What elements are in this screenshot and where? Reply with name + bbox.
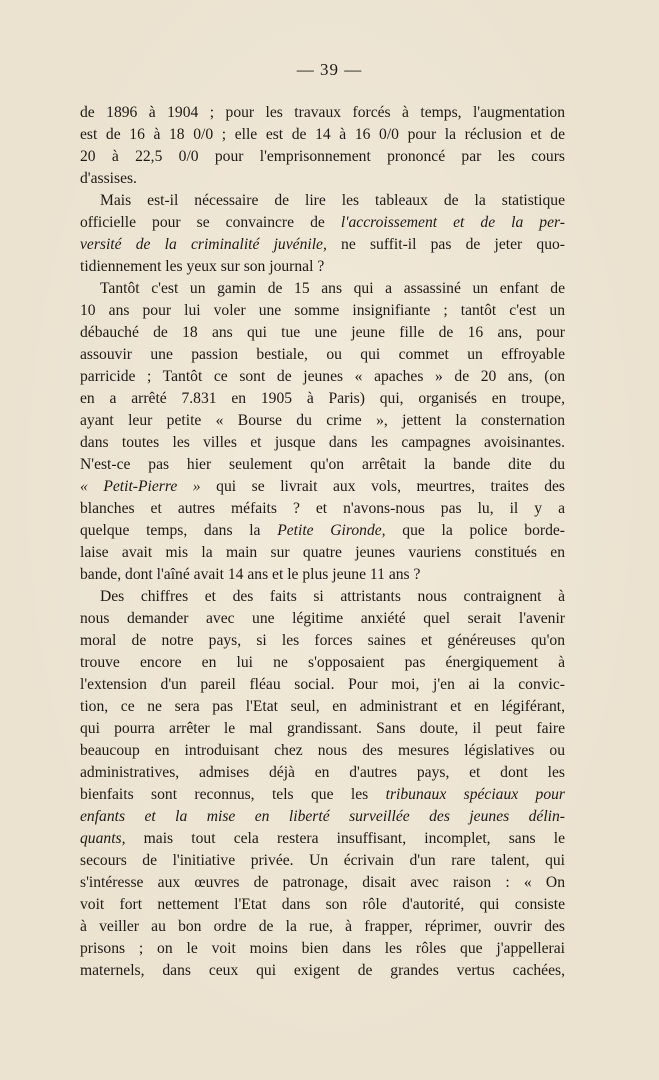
text-line [80, 740, 565, 762]
italic-text: enfants et la mise en liberté surveillée des jeunes délin- [80, 808, 565, 825]
text-segment: trouve encore en lui ne s'opposaient pas énergiquement à [80, 654, 565, 671]
text-line [80, 234, 565, 256]
text-line [80, 784, 565, 806]
text-segment: beaucoup en introduisant chez nous des mesures législatives ou [80, 742, 565, 759]
text-segment: nous demander avec une légitime anxiété quel serait l'avenir [80, 610, 565, 627]
text-segment: mais tout cela restera insuffisant, incomplet, sans le [125, 830, 565, 847]
text-segment: 20 à 22,5 0/0 pour l'emprisonnement prononcé par les cours [80, 148, 565, 165]
text-segment: débauché de 18 ans qui tue une jeune fille de 16 ans, pour [80, 324, 565, 341]
text-segment: qui pourra arrêter le mal grandissant. Sans doute, il peut faire [80, 720, 565, 737]
italic-text: quants, [80, 830, 126, 847]
text-segment: en a arrêté 7.831 en 1905 à Paris) qui, organisés en troupe, [80, 390, 565, 407]
text-line [80, 256, 565, 278]
text-line [80, 212, 565, 234]
text-line [80, 278, 565, 300]
text-segment: tion, ce ne sera pas l'Etat seul, en administrant et en légiférant, [80, 698, 565, 715]
text-segment: ne suffit-il pas de jeter quo- [326, 236, 565, 253]
text-segment: administratives, admises déjà en d'autres pays, et dont les [80, 764, 565, 781]
text-line [80, 498, 565, 520]
text-segment: voit fort nettement l'Etat dans son rôle d'autorité, qui consiste [80, 896, 565, 913]
text-segment: N'est-ce pas hier seulement qu'on arrêtait la bande dite du [80, 456, 565, 473]
text-segment: d'assises. [80, 170, 137, 187]
text-line [80, 718, 565, 740]
body-text [80, 102, 565, 982]
text-segment: Tantôt c'est un gamin de 15 ans qui a assassiné un enfant de [100, 280, 565, 297]
italic-text: l'accroissement et de la per- [340, 214, 565, 231]
text-segment: de 1896 à 1904 ; pour les travaux forcés à temps, l'augmentation [80, 104, 565, 121]
page-number: — 39 — [296, 60, 363, 79]
text-segment: qui se livrait aux vols, meurtres, traites des [200, 478, 565, 495]
text-segment: dans toutes les villes et jusque dans les campagnes avoisinantes. [80, 434, 565, 451]
text-line [80, 674, 565, 696]
text-segment: officielle pour se convaincre de [80, 214, 341, 231]
text-line [80, 344, 565, 366]
text-segment: Des chiffres et des faits si attristants nous contraignent à [100, 588, 565, 605]
text-line [80, 894, 565, 916]
text-line [80, 476, 565, 498]
text-line [80, 542, 565, 564]
text-line [80, 432, 565, 454]
text-line [80, 124, 565, 146]
text-segment: l'extension d'un pareil fléau social. Pour moi, j'en ai la convic- [80, 676, 565, 693]
text-line [80, 168, 565, 190]
text-line [80, 806, 565, 828]
text-line [80, 190, 565, 212]
text-segment: est de 16 à 18 0/0 ; elle est de 14 à 16 0/0 pour la réclusion et de [80, 126, 565, 143]
text-segment: tidiennement les yeux sur son journal ? [80, 258, 325, 275]
text-line [80, 300, 565, 322]
text-line [80, 454, 565, 476]
text-line [80, 630, 565, 652]
text-segment: s'intéresse aux œuvres de patronage, disait avec raison : « On [80, 874, 565, 891]
text-line [80, 322, 565, 344]
text-segment: que la police borde- [385, 522, 565, 539]
text-segment: ayant leur petite « Bourse du crime », jettent la consternation [80, 412, 565, 429]
text-segment: prisons ; on le voit moins bien dans les rôles que j'appellerai [80, 940, 565, 957]
text-segment: quelque temps, dans la [80, 522, 278, 539]
text-line [80, 586, 565, 608]
text-line [80, 102, 565, 124]
text-line [80, 366, 565, 388]
text-segment: Mais est-il nécessaire de lire les tableaux de la statistique [100, 192, 565, 209]
text-segment: moral de notre pays, si les forces saines et généreuses qu'on [80, 632, 565, 649]
text-line [80, 696, 565, 718]
text-line [80, 520, 565, 542]
text-segment: bienfaits sont reconnus, tels que les [80, 786, 386, 803]
text-line [80, 762, 565, 784]
text-segment: parricide ; Tantôt ce sont de jeunes « apaches » de 20 ans, (on [80, 368, 565, 385]
text-segment: 10 ans pour lui voler une somme insignifiante ; tantôt c'est un [80, 302, 565, 319]
text-line [80, 872, 565, 894]
text-line [80, 564, 565, 586]
text-line [80, 828, 565, 850]
text-segment: laise avait mis la main sur quatre jeunes vauriens constitués en [80, 544, 565, 561]
text-segment: blanches et autres méfaits ? et n'avons-nous pas lu, il y a [80, 500, 565, 517]
text-segment: assouvir une passion bestiale, ou qui commet un effroyable [80, 346, 565, 363]
text-line [80, 608, 565, 630]
text-segment: à veiller au bon ordre de la rue, à frapper, réprimer, ouvrir des [80, 918, 565, 935]
text-line [80, 410, 565, 432]
text-line [80, 938, 565, 960]
text-segment: bande, dont l'aîné avait 14 ans et le plus jeune 11 ans ? [80, 566, 421, 583]
text-line [80, 916, 565, 938]
italic-text: Petite Gironde, [277, 522, 386, 539]
italic-text: tribunaux spéciaux pour [385, 786, 565, 803]
text-line [80, 146, 565, 168]
italic-text: versité de la criminalité juvénile, [80, 236, 327, 253]
text-line [80, 850, 565, 872]
text-segment: maternels, dans ceux qui exigent de grandes vertus cachées, [80, 962, 565, 979]
text-line [80, 960, 565, 982]
text-line [80, 388, 565, 410]
text-segment: secours de l'initiative privée. Un écrivain d'un rare talent, qui [80, 852, 565, 869]
italic-text: « Petit-Pierre » [80, 478, 201, 495]
text-line [80, 652, 565, 674]
